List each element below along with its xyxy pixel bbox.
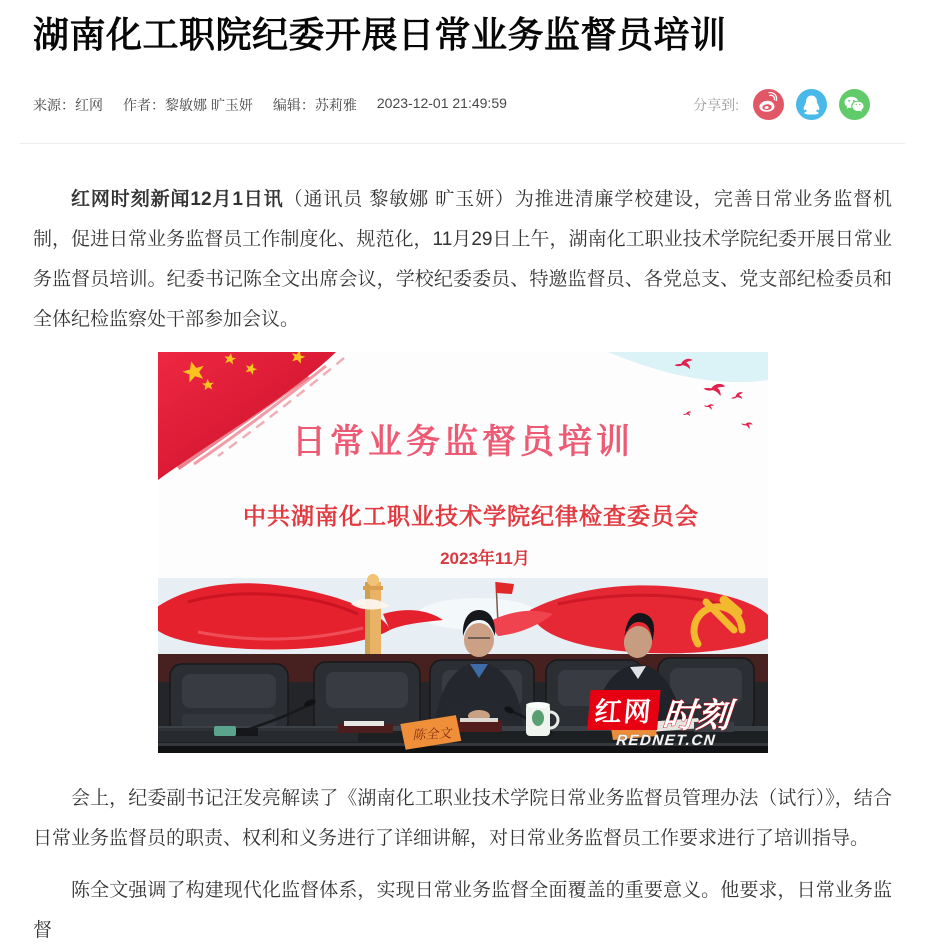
meta-source: 来源：红网 bbox=[33, 96, 103, 113]
article-meta bbox=[33, 95, 507, 115]
share-wechat-button[interactable] bbox=[839, 89, 870, 120]
wechat-icon bbox=[839, 89, 870, 120]
training-photo bbox=[158, 352, 768, 753]
header-divider bbox=[20, 143, 905, 144]
watermark-url: REDNET.CN bbox=[614, 731, 717, 749]
qq-icon bbox=[796, 89, 827, 120]
share-bar bbox=[693, 89, 870, 120]
paragraph-1-lead: 红网时刻新闻12月1日讯 bbox=[71, 188, 284, 210]
name-card-text: 陈全文 bbox=[411, 725, 452, 743]
paragraph-2: 会上，纪委副书记汪发亮解读了《湖南化工职业技术学院日常业务监督员管理办法（试行）》，结合日常业务监督员的职责、权利和义务进行了详细讲解，对日常业务监督员工作要求进行了培训指导。 bbox=[33, 787, 892, 849]
article-figure bbox=[158, 352, 768, 753]
article-title: 湖南化工职院纪委开展日常业务监督员培训 bbox=[33, 14, 727, 55]
article-body bbox=[33, 180, 892, 951]
slide-title: 日常业务监督员培训 bbox=[291, 422, 634, 461]
share-qq-button[interactable] bbox=[796, 89, 827, 120]
paragraph-3: 陈全文强调了构建现代化监督体系，实现日常业务监督全面覆盖的重要意义。他要求，日常业务监督 bbox=[33, 879, 892, 941]
paragraph-1 bbox=[33, 180, 892, 340]
meta-author: 作者：黎敏娜 旷玉妍 bbox=[123, 96, 253, 113]
stage-mural bbox=[158, 574, 768, 662]
paragraph-1-text: （通讯员 黎敏娜 旷玉妍）为推进清廉学校建设，完善日常业务监督机制，促进日常业务监督员工作制度化、规范化，11月29日上午，湖南化工职业技术学院纪委开展日常业务监督员培训。纪委书记陈全文出席会议，学校纪委委员、特邀监督员、各党总支、党支部纪检委员和全体纪检监察处干部参加会议。 bbox=[33, 188, 893, 330]
slide-subtitle: 中共湖南化工职业技术学院纪律检查委员会 bbox=[242, 502, 699, 529]
meta-editor: 编辑：苏莉雅 bbox=[272, 96, 357, 113]
watermark-cn-2: 时刻 bbox=[660, 696, 732, 735]
weibo-icon bbox=[753, 89, 784, 120]
share-weibo-button[interactable] bbox=[753, 89, 784, 120]
watermark-cn-1: 红网 bbox=[592, 696, 654, 727]
slide-date: 2023年11月 bbox=[439, 548, 530, 568]
meta-datetime: 2023-12-01 21:49:59 bbox=[376, 94, 507, 111]
meta-row bbox=[33, 89, 870, 121]
share-label: 分享到: bbox=[693, 96, 739, 113]
